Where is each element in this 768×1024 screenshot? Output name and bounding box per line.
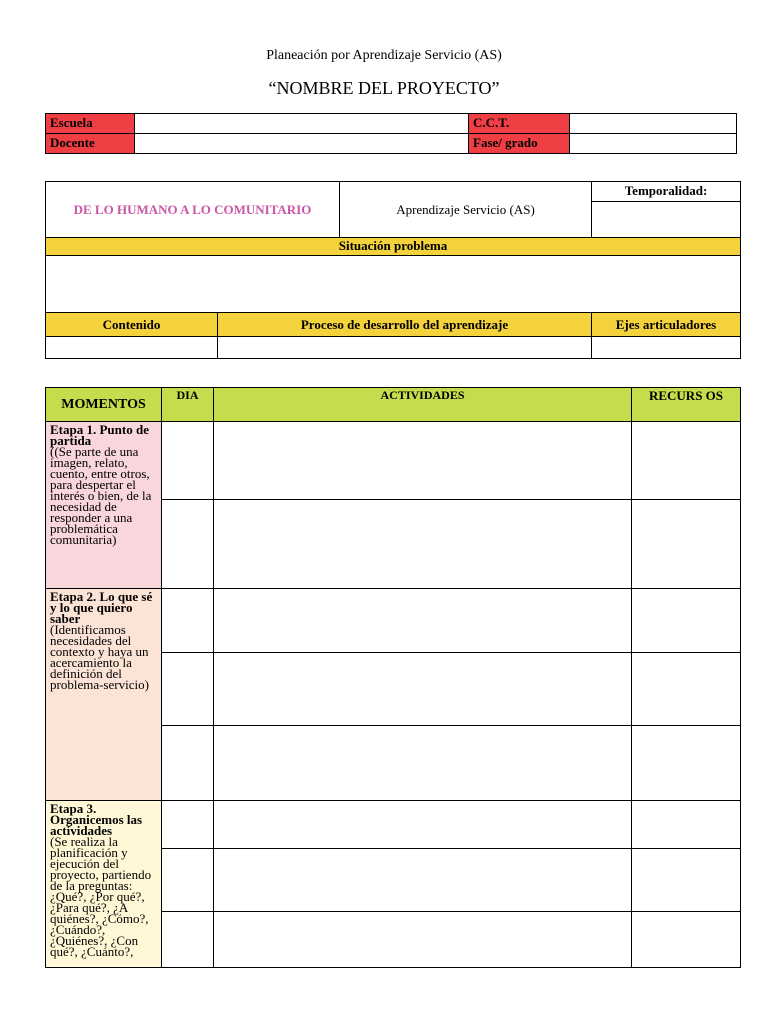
etapa-2-cell (46, 589, 162, 801)
etapa-3-description: (Se realiza la planificación y ejecución del proyecto, partiendo de la preguntas: ¿Qué?, ¿Por qué?, ¿Para qué?, ¿A quiénes?, ¿Cómo?, ¿Cuándo?, ¿Quiénes?, ¿Con qué?, ¿Cuánto?, (50, 834, 152, 959)
recursos-cell[interactable] (632, 589, 741, 653)
momentos-header: MOMENTOS (46, 388, 162, 422)
escuela-field[interactable] (135, 114, 469, 134)
actividades-cell[interactable] (214, 849, 632, 912)
recursos-header: RECURS OS (632, 388, 741, 422)
fase-grado-label: Fase/ grado (469, 134, 570, 154)
project-name-title: “NOMBRE DEL PROYECTO” (268, 78, 500, 98)
campo-formativo-title: DE LO HUMANO A LO COMUNITARIO (46, 182, 340, 238)
dia-cell[interactable] (162, 849, 214, 912)
dia-cell[interactable] (162, 726, 214, 801)
situacion-problema-label: Situación problema (46, 238, 741, 256)
actividades-cell[interactable] (214, 801, 632, 849)
document-subtitle: Planeación por Aprendizaje Servicio (AS) (266, 48, 502, 63)
recursos-cell[interactable] (632, 801, 741, 849)
actividades-cell[interactable] (214, 589, 632, 653)
temporalidad-label: Temporalidad: (592, 182, 741, 202)
recursos-cell[interactable] (632, 726, 741, 801)
dia-cell[interactable] (162, 500, 214, 589)
docente-field[interactable] (135, 134, 469, 154)
etapa-3-title: Etapa 3. Organicemos las actividades (50, 801, 143, 838)
temporalidad-field[interactable] (592, 202, 741, 238)
actividades-cell[interactable] (214, 422, 632, 500)
dia-cell[interactable] (162, 422, 214, 500)
cct-field[interactable] (570, 114, 737, 134)
fase-grado-field[interactable] (570, 134, 737, 154)
metodologia-text: Aprendizaje Servicio (AS) (340, 182, 592, 238)
docente-label: Docente (46, 134, 135, 154)
actividades-cell[interactable] (214, 912, 632, 968)
etapa-3-cell (46, 801, 162, 968)
actividades-cell[interactable] (214, 653, 632, 726)
etapa-2-description: (Identificamos necesidades del contexto y haya un acercamiento la definición del problema-servicio) (50, 622, 149, 692)
proceso-desarrollo-label: Proceso de desarrollo del aprendizaje (218, 313, 592, 337)
dia-cell[interactable] (162, 589, 214, 653)
actividades-header: ACTIVIDADES (214, 388, 632, 422)
campo-formativo-table (45, 181, 741, 359)
recursos-cell[interactable] (632, 653, 741, 726)
recursos-cell[interactable] (632, 849, 741, 912)
recursos-cell[interactable] (632, 500, 741, 589)
dia-cell[interactable] (162, 653, 214, 726)
etapa-1-cell (46, 422, 162, 589)
etapa-1-title: Etapa 1. Punto de partida (50, 422, 149, 448)
momentos-table (45, 387, 741, 968)
school-info-table (45, 113, 737, 154)
etapa-2-title: Etapa 2. Lo que sé y lo que quiero saber (50, 589, 153, 626)
recursos-cell[interactable] (632, 912, 741, 968)
escuela-label: Escuela (46, 114, 135, 134)
cct-label: C.C.T. (469, 114, 570, 134)
contenido-field[interactable] (46, 337, 218, 359)
dia-header: DIA (162, 388, 214, 422)
situacion-problema-field[interactable] (46, 256, 741, 313)
actividades-cell[interactable] (214, 726, 632, 801)
actividades-cell[interactable] (214, 500, 632, 589)
proceso-desarrollo-field[interactable] (218, 337, 592, 359)
ejes-articuladores-label: Ejes articuladores (592, 313, 741, 337)
etapa-1-description: ((Se parte de una imagen, relato, cuento, entre otros, para despertar el interés o bien, de la necesidad de responder a una problemática comunitaria) (50, 444, 152, 547)
ejes-articuladores-field[interactable] (592, 337, 741, 359)
contenido-label: Contenido (46, 313, 218, 337)
dia-cell[interactable] (162, 801, 214, 849)
recursos-cell[interactable] (632, 422, 741, 500)
dia-cell[interactable] (162, 912, 214, 968)
